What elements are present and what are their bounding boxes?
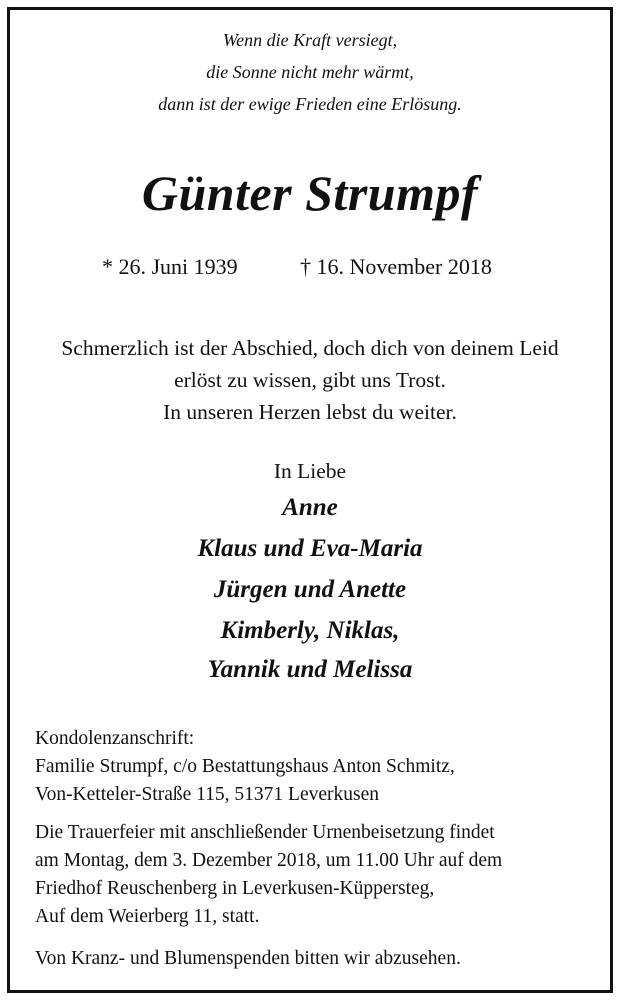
verse-line-1: Wenn die Kraft versiegt, <box>222 30 398 50</box>
mourner-name: Anne <box>282 494 338 521</box>
ceremony-line-2: am Montag, dem 3. Dezember 2018, um 11.00 Uhr auf dem <box>35 850 503 871</box>
birth-date: * 26. Juni 1939 <box>102 254 238 279</box>
message-line-3: In unseren Herzen lebst du weiter. <box>163 400 457 424</box>
mourner-name: Klaus und Eva-Maria <box>197 535 423 562</box>
ceremony-line-3: Friedhof Reuschenberg in Leverkusen-Küppersteg, <box>35 878 435 899</box>
death-date: † 16. November 2018 <box>300 254 492 279</box>
mourner-name: Jürgen und Anette <box>213 576 407 603</box>
in-love-label: In Liebe <box>273 459 347 483</box>
deceased-name: Günter Strumpf <box>141 165 479 221</box>
mourner-name: Yannik und Melissa <box>207 656 413 683</box>
verse-line-2: die Sonne nicht mehr wärmt, <box>206 62 414 82</box>
verse-line-3: dann ist der ewige Frieden eine Erlösung. <box>158 94 462 114</box>
mourner-name: Kimberly, Niklas, <box>220 617 400 644</box>
message-line-2: erlöst zu wissen, gibt uns Trost. <box>174 368 446 392</box>
message-line-1: Schmerzlich ist der Abschied, doch dich von deinem Leid <box>61 336 559 360</box>
ceremony-line-1: Die Trauerfeier mit anschließender Urnenbeisetzung findet <box>35 822 495 843</box>
closing-note: Von Kranz- und Blumenspenden bitten wir abzusehen. <box>35 948 461 969</box>
condolence-address-line-2: Von-Ketteler-Straße 115, 51371 Leverkusen <box>35 784 380 805</box>
condolence-address-line-1: Familie Strumpf, c/o Bestattungshaus Anton Schmitz, <box>35 756 455 777</box>
condolence-heading: Kondolenzanschrift: <box>35 728 195 749</box>
ceremony-line-4: Auf dem Weierberg 11, statt. <box>35 906 260 927</box>
